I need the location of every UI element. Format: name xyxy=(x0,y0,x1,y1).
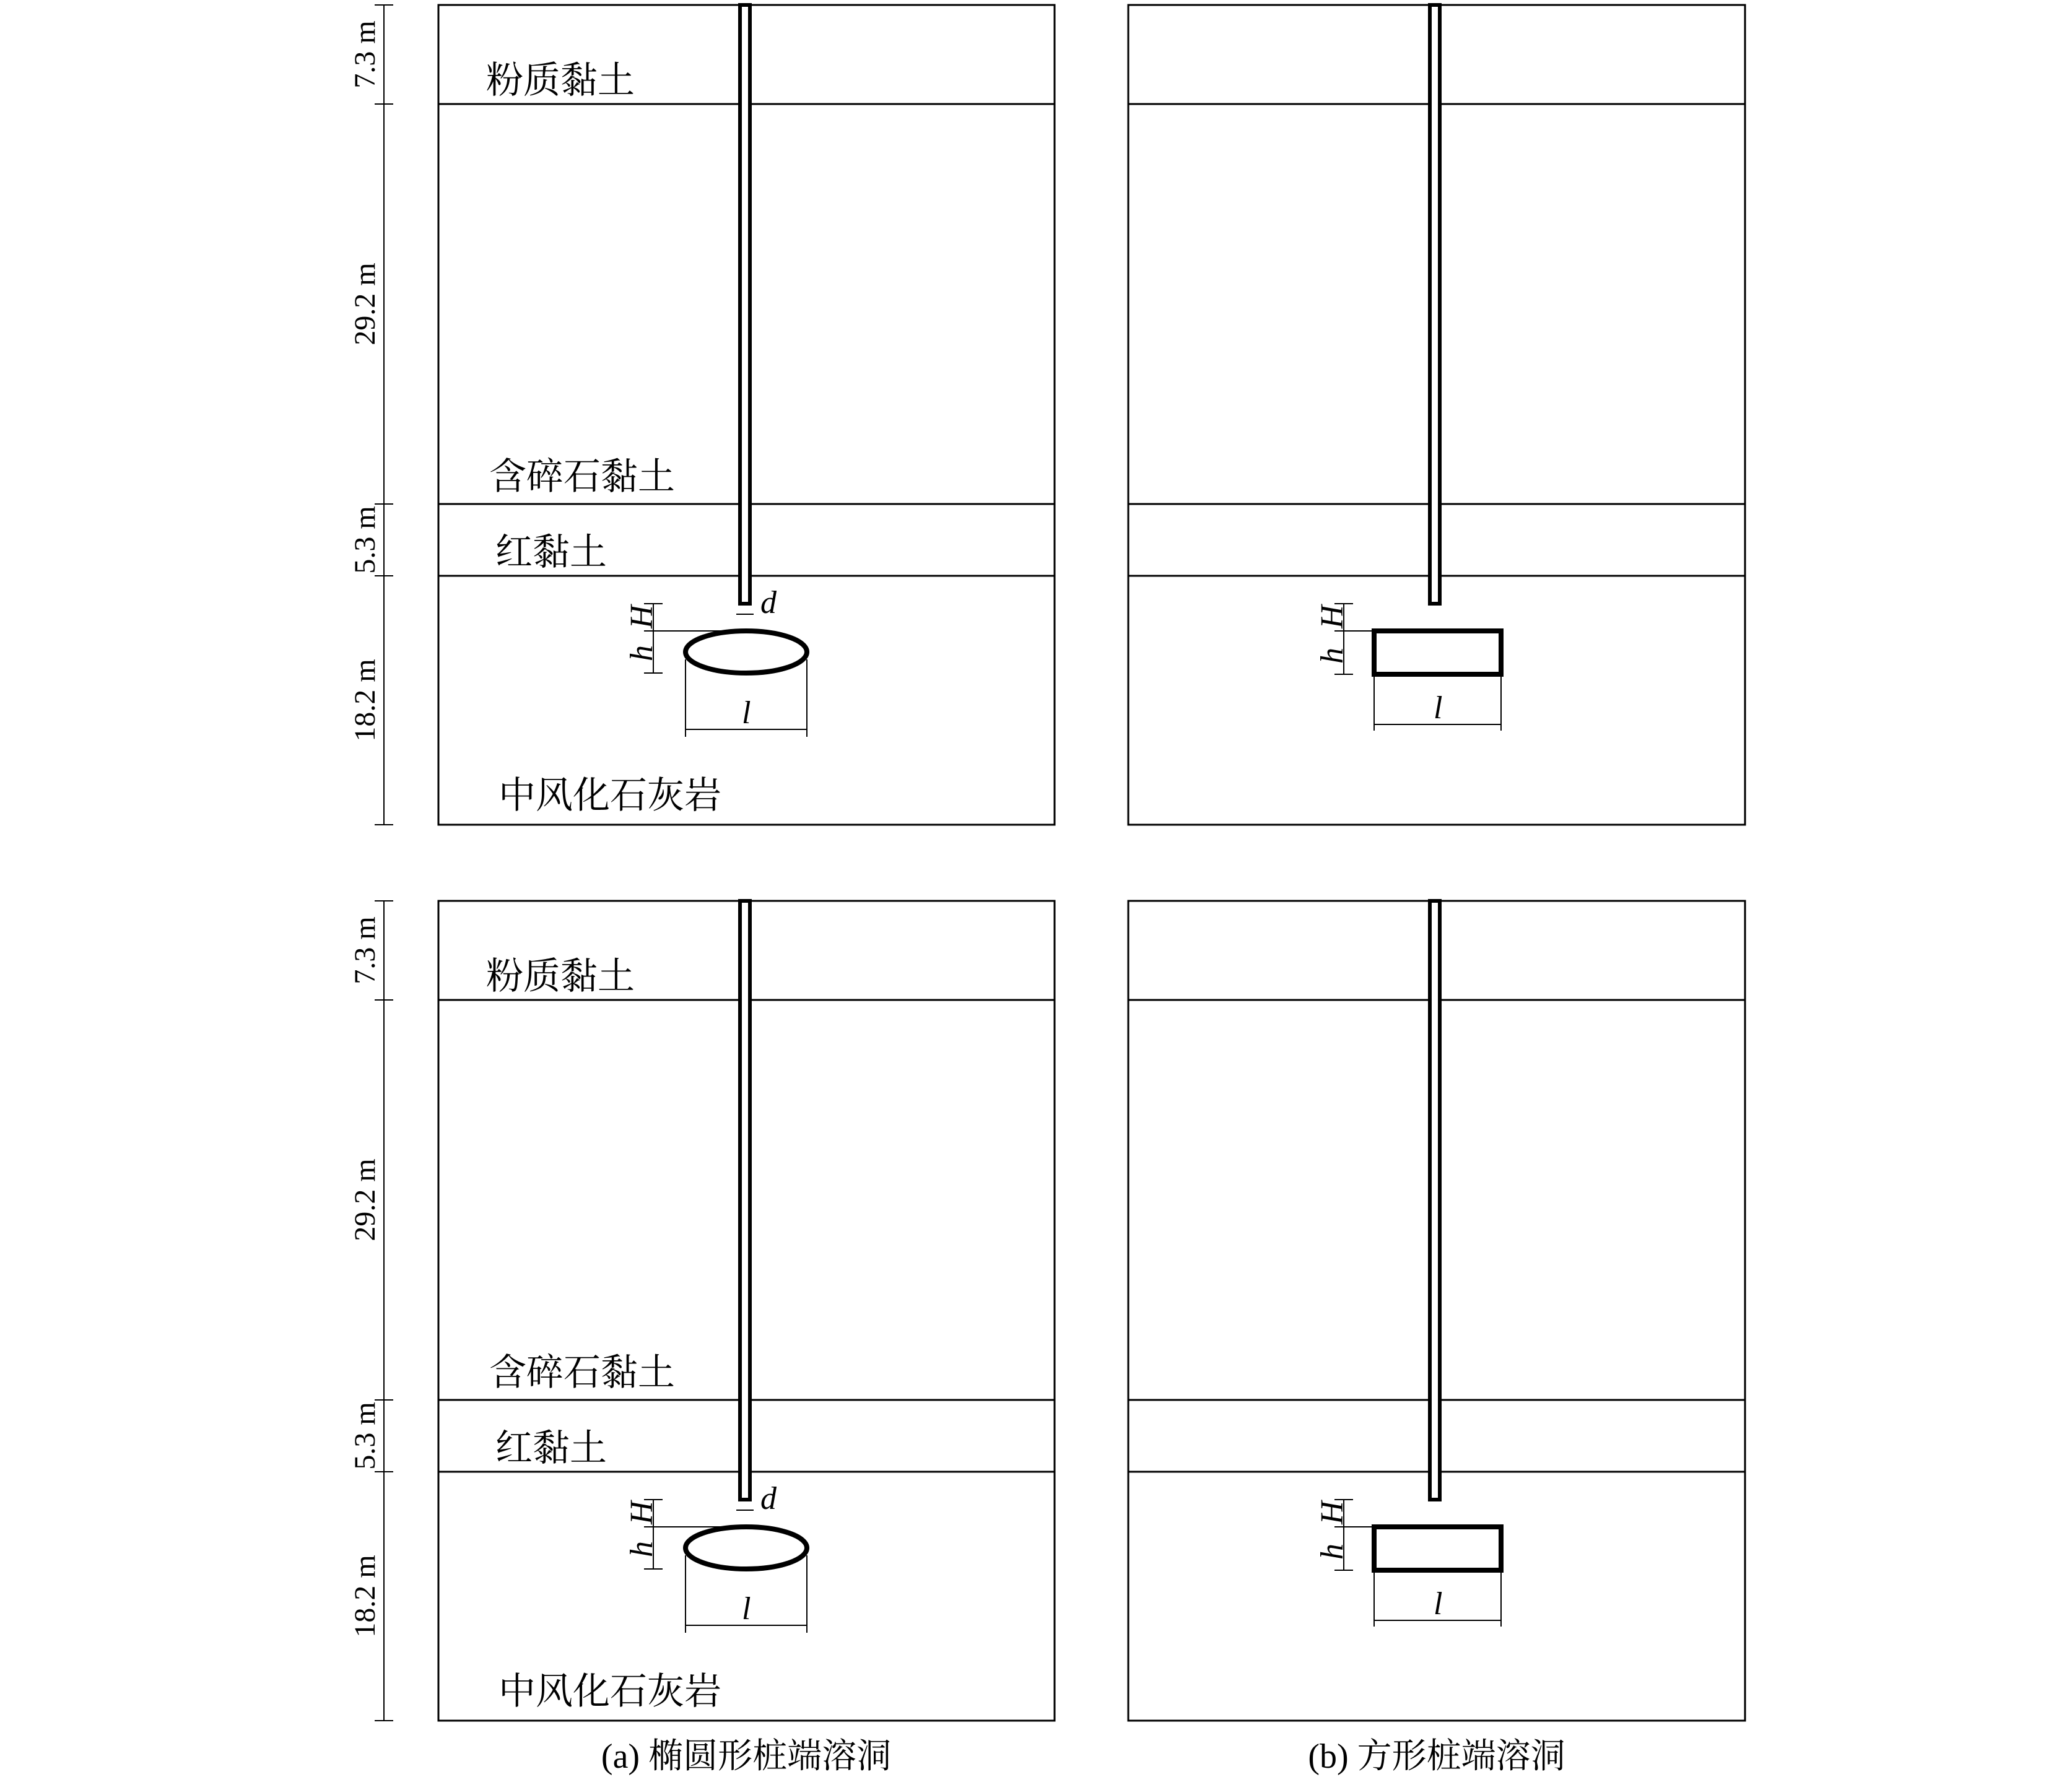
cave-height-symbol: h xyxy=(1315,1544,1350,1560)
pile xyxy=(740,901,750,1500)
cave-length-symbol: l xyxy=(742,1591,751,1627)
panel-ellipse-cave xyxy=(438,901,1055,1721)
dimension-label: 18.2 m xyxy=(349,1555,381,1638)
pile xyxy=(740,5,750,604)
cave-height-symbol: h xyxy=(624,1541,659,1557)
layer-label: 粉质黏土 xyxy=(486,60,635,101)
elliptical-cave xyxy=(686,631,807,673)
square-cave xyxy=(1374,1527,1501,1570)
layer-label: 含碎石黏土 xyxy=(489,1352,675,1393)
layer-label: 粉质黏土 xyxy=(486,956,635,997)
layer-label: 中风化石灰岩 xyxy=(498,775,721,816)
square-cave xyxy=(1374,631,1501,674)
dimension-label: 7.3 m xyxy=(349,20,381,89)
dimension-label: 5.3 m xyxy=(349,1402,381,1470)
dimension-label: 29.2 m xyxy=(349,1158,381,1241)
pile-diameter-symbol: d xyxy=(760,585,777,620)
cave-length-symbol: l xyxy=(1434,690,1443,726)
layer-label: 红黏土 xyxy=(495,1428,607,1469)
dimension-column xyxy=(349,5,393,825)
dimension-label: 18.2 m xyxy=(349,659,381,742)
cave-top-depth-symbol: H xyxy=(1315,1501,1350,1524)
row-2 xyxy=(349,901,1745,1721)
panel-square-cave xyxy=(1128,5,1745,825)
pile-diameter-symbol: d xyxy=(760,1481,777,1516)
layer-label: 含碎石黏土 xyxy=(489,456,675,497)
cave-top-depth-symbol: H xyxy=(624,605,659,628)
cave-length-symbol: l xyxy=(1434,1586,1443,1622)
pile xyxy=(1430,5,1440,604)
elliptical-cave xyxy=(686,1527,807,1569)
panel-square-cave xyxy=(1128,901,1745,1721)
cave-top-depth-symbol: H xyxy=(624,1501,659,1524)
caption-b: (b) 方形桩端溶洞 xyxy=(1308,1737,1565,1776)
caption-a: (a) 椭圆形桩端溶洞 xyxy=(601,1737,892,1776)
dimension-label: 5.3 m xyxy=(349,506,381,574)
cave-top-depth-symbol: H xyxy=(1315,605,1350,628)
panel-ellipse-cave xyxy=(438,5,1055,825)
dimension-column xyxy=(349,901,393,1721)
cave-length-symbol: l xyxy=(742,695,751,731)
cave-height-symbol: h xyxy=(1315,648,1350,664)
pile xyxy=(1430,901,1440,1500)
layer-label: 红黏土 xyxy=(495,532,607,573)
cave-height-symbol: h xyxy=(624,645,659,661)
dimension-label: 29.2 m xyxy=(349,263,381,345)
layer-label: 中风化石灰岩 xyxy=(498,1671,721,1712)
row-1 xyxy=(349,5,1745,825)
dimension-label: 7.3 m xyxy=(349,916,381,984)
